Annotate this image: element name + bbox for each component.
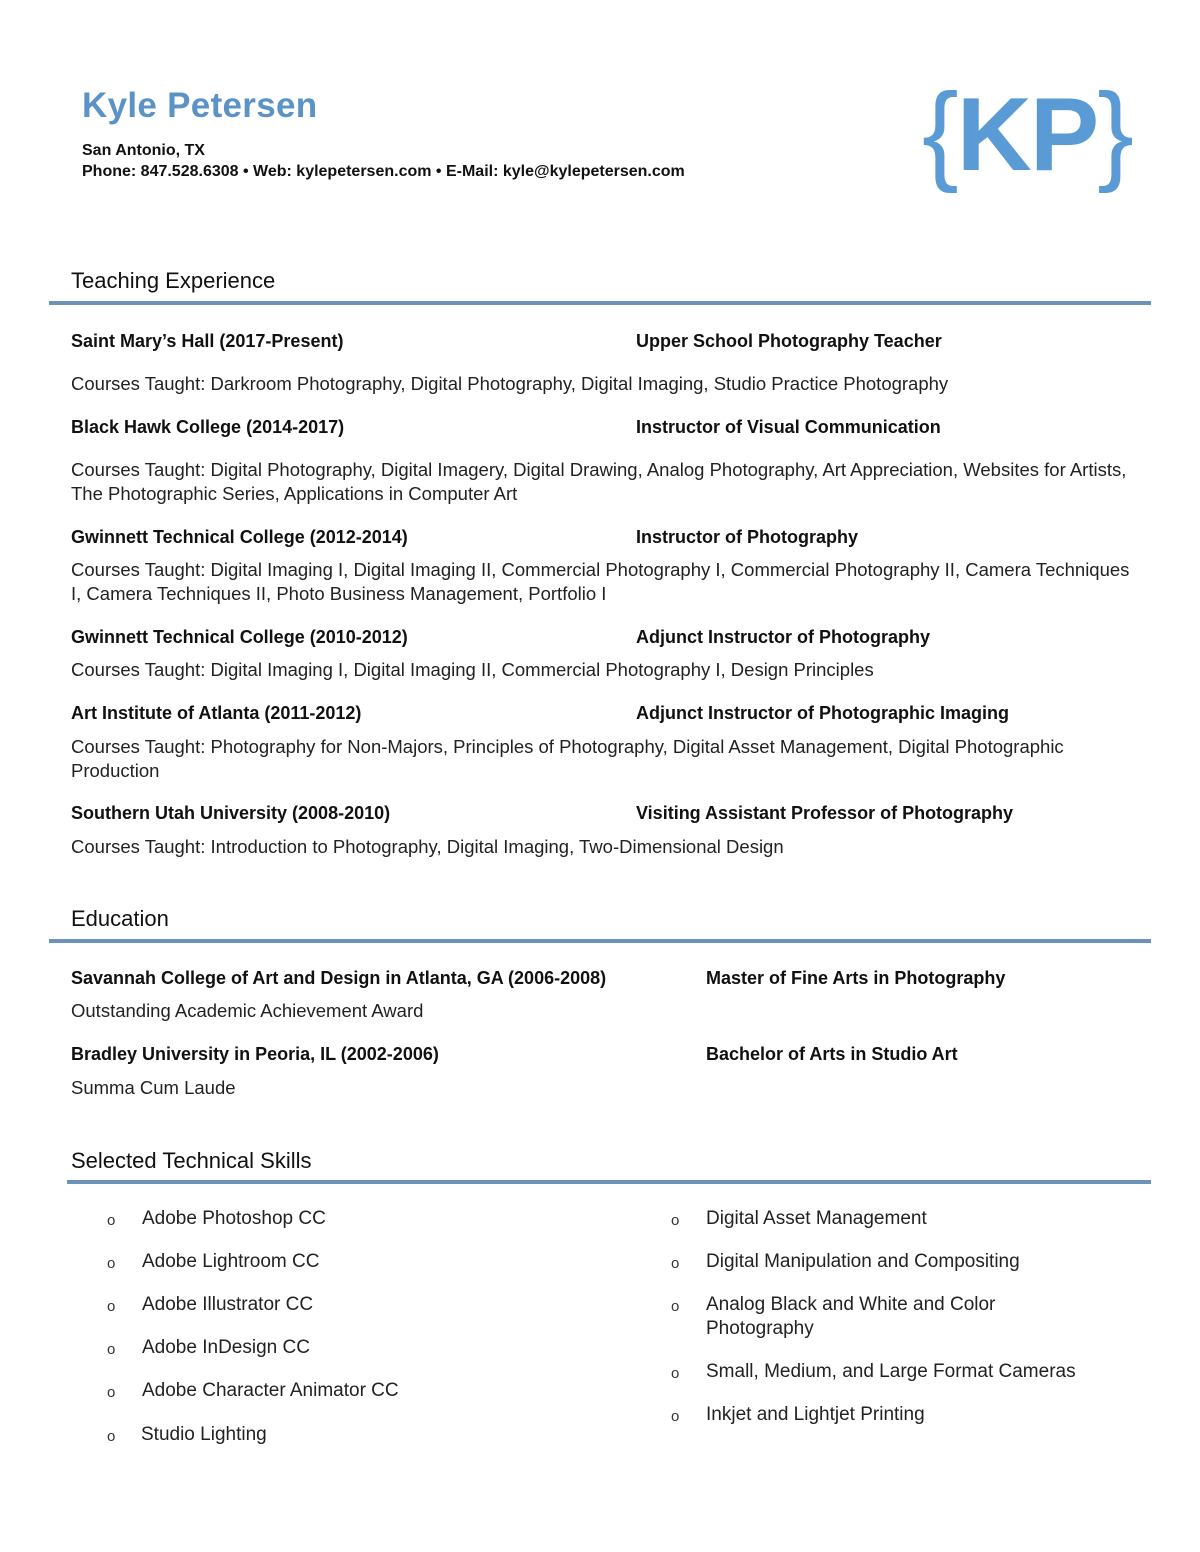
section-title-teaching: Teaching Experience xyxy=(71,268,276,293)
edu-note: Summa Cum Laude xyxy=(71,1077,236,1098)
skill-item: Adobe InDesign CC xyxy=(142,1337,310,1358)
section-title-skills: Selected Technical Skills xyxy=(71,1148,312,1173)
job-role: Visiting Assistant Professor of Photography xyxy=(636,803,1014,823)
job-place: Saint Mary’s Hall (2017-Present) xyxy=(71,331,344,351)
skill-item: Analog Black and White and Color Photography xyxy=(706,1294,996,1339)
edu-degree: Bachelor of Arts in Studio Art xyxy=(706,1044,958,1064)
contact-line: Phone: 847.528.6308 • Web: kylepetersen.com • E-Mail: kyle@kylepetersen.com xyxy=(82,163,685,180)
job-role: Upper School Photography Teacher xyxy=(636,331,942,351)
skill-item: Adobe Illustrator CC xyxy=(142,1294,314,1315)
location: San Antonio, TX xyxy=(82,142,205,159)
section-divider xyxy=(49,301,1151,305)
logo-close-brace: } xyxy=(1097,71,1132,194)
job-courses: Courses Taught: Photography for Non-Majors, Principles of Photography, Digital Asset Management, Digital Photographic Production xyxy=(71,736,1064,781)
edu-degree: Master of Fine Arts in Photography xyxy=(706,968,1006,988)
job-role: Adjunct Instructor of Photographic Imaging xyxy=(636,703,1009,723)
job-place: Black Hawk College (2014-2017) xyxy=(71,417,345,437)
job-courses: Courses Taught: Darkroom Photography, Digital Photography, Digital Imaging, Studio Practice Photography xyxy=(71,373,949,394)
skill-item: Adobe Lightroom CC xyxy=(142,1251,320,1272)
job-place: Gwinnett Technical College (2012-2014) xyxy=(71,527,408,547)
bullet-icon: o xyxy=(107,1341,116,1358)
job-role: Instructor of Photography xyxy=(636,527,858,547)
bullet-icon: o xyxy=(107,1255,116,1272)
job-courses: Courses Taught: Digital Photography, Digital Imagery, Digital Drawing, Analog Photography, Art Appreciation, Websites for Artists, The Photographic Series, Applications in Computer Art xyxy=(71,459,1127,504)
bullet-icon: o xyxy=(671,1365,680,1382)
bullet-icon: o xyxy=(107,1212,116,1229)
logo-initials: KP xyxy=(956,77,1098,193)
bullet-icon: o xyxy=(671,1298,680,1315)
job-place: Gwinnett Technical College (2010-2012) xyxy=(71,627,408,647)
skill-item: Digital Manipulation and Compositing xyxy=(706,1251,1020,1272)
job-courses: Courses Taught: Introduction to Photography, Digital Imaging, Two-Dimensional Design xyxy=(71,836,784,857)
bullet-icon: o xyxy=(671,1255,680,1272)
edu-school: Savannah College of Art and Design in Atlanta, GA (2006-2008) xyxy=(71,968,607,988)
bullet-icon: o xyxy=(107,1298,116,1315)
job-role: Instructor of Visual Communication xyxy=(636,417,941,437)
section-divider xyxy=(49,939,1151,943)
skill-item: Inkjet and Lightjet Printing xyxy=(706,1404,925,1425)
job-role: Adjunct Instructor of Photography xyxy=(636,627,930,647)
bullet-icon: o xyxy=(107,1384,116,1401)
edu-note: Outstanding Academic Achievement Award xyxy=(71,1000,424,1021)
job-courses: Courses Taught: Digital Imaging I, Digital Imaging II, Commercial Photography I, Design Principles xyxy=(71,659,874,680)
section-title-education: Education xyxy=(71,906,169,931)
bullet-icon: o xyxy=(671,1212,680,1229)
skill-item: Studio Lighting xyxy=(141,1424,267,1445)
section-divider xyxy=(67,1180,1151,1184)
job-place: Art Institute of Atlanta (2011-2012) xyxy=(71,703,362,723)
bullet-icon: o xyxy=(671,1408,680,1425)
edu-school: Bradley University in Peoria, IL (2002-2006) xyxy=(71,1044,439,1064)
skill-item: Digital Asset Management xyxy=(706,1208,927,1229)
kp-logo xyxy=(922,71,1132,194)
bullet-icon: o xyxy=(107,1428,116,1445)
skill-item: Small, Medium, and Large Format Cameras xyxy=(706,1361,1076,1382)
resume-name: Kyle Petersen xyxy=(82,86,318,125)
logo-open-brace: { xyxy=(922,71,957,194)
job-place: Southern Utah University (2008-2010) xyxy=(71,803,391,823)
skill-item: Adobe Character Animator CC xyxy=(142,1380,399,1401)
skill-item: Adobe Photoshop CC xyxy=(142,1208,326,1229)
job-courses: Courses Taught: Digital Imaging I, Digital Imaging II, Commercial Photography I, Commercial Photography II, Camera Techniques I, Camera Techniques II, Photo Business Management, Portfolio I xyxy=(71,559,1130,604)
